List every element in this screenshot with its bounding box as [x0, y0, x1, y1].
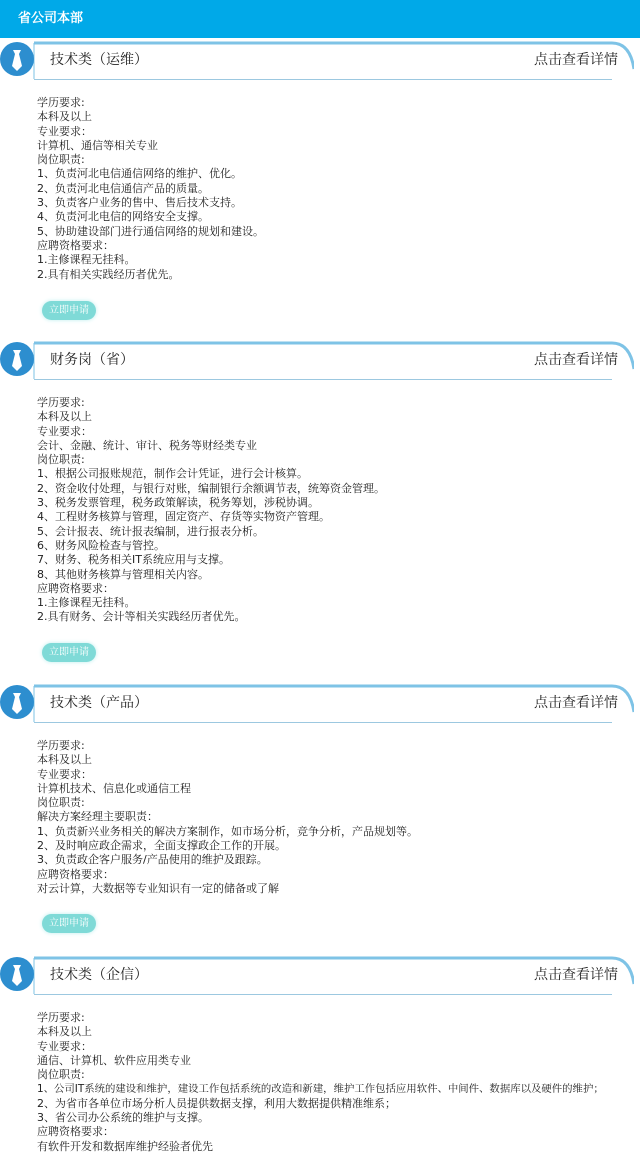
- content-line: 本科及以上: [37, 110, 92, 124]
- section-title: 技术类（企信）: [50, 967, 148, 983]
- section-content: [37, 739, 627, 896]
- content-line: 4、负责河北电信的网络安全支撑。: [37, 210, 209, 224]
- content-line: 学历要求:: [37, 739, 85, 752]
- section-divider: [34, 722, 612, 723]
- top-header-bar: [0, 0, 640, 38]
- content-line: 1.主修课程无挂科。: [37, 253, 136, 267]
- content-line: 应聘资格要求：: [37, 581, 114, 595]
- content-line: 专业要求：: [37, 767, 92, 781]
- content-line: 计算机技术、信息化或通信工程: [37, 781, 191, 795]
- content-line: 对云计算，大数据等专业知识有一定的储备或了解: [37, 881, 279, 895]
- content-line: 有软件开发和数据库维护经验者优先: [37, 1139, 213, 1153]
- content-line: 1、根据公司报账规范，制作会计凭证，进行会计核算。: [37, 467, 308, 481]
- content-line: 2、负责河北电信通信产品的质量。: [37, 181, 209, 195]
- tie-icon: [0, 342, 34, 376]
- content-line: 岗位职责:: [37, 796, 85, 810]
- content-line: 2.具有财务、会计等相关实践经历者优先。: [37, 610, 246, 624]
- apply-button[interactable]: 立即申请: [42, 643, 96, 662]
- tie-icon: [0, 957, 34, 991]
- content-line: 1、负责新兴业务相关的解决方案制作，如市场分析，竞争分析，产品规划等。: [37, 824, 418, 838]
- content-line: 学历要求:: [37, 1011, 85, 1024]
- content-line: 5、协助建设部门进行通信网络的规划和建设。: [37, 224, 264, 238]
- content-line: 8、其他财务核算与管理相关内容。: [37, 567, 209, 581]
- section-header: [0, 340, 640, 388]
- content-line: 岗位职责:: [37, 453, 85, 467]
- content-line: 会计、金融、统计、审计、税务等财经类专业: [37, 438, 257, 452]
- content-line: 2、为省市各单位市场分析人员提供数据支撑，利用大数据提供精准维系；: [37, 1096, 396, 1110]
- content-line: 专业要求：: [37, 1039, 92, 1053]
- content-line: 学历要求:: [37, 96, 85, 109]
- content-line: 1、公司IT系统的建设和维护，建设工作包括系统的改造和新建，维护工作包括应用软件、中间件、数据库以及硬件的维护；: [37, 1083, 604, 1096]
- apply-button[interactable]: 立即申请: [42, 301, 96, 320]
- view-details-link[interactable]: 点击查看详情: [534, 52, 618, 68]
- job-section-finance: [0, 340, 640, 658]
- content-line: 解决方案经理主要职责：: [37, 810, 158, 824]
- section-content: [37, 396, 627, 625]
- content-line: 通信、计算机、软件应用类专业: [37, 1053, 191, 1067]
- page-title: 省公司本部: [18, 11, 84, 26]
- content-line: 6、财务风险检查与管控。: [37, 538, 165, 552]
- section-divider: [34, 994, 612, 995]
- content-line: 岗位职责:: [37, 1068, 85, 1082]
- content-line: 2、资金收付处理，与银行对账，编制银行余额调节表，统筹资金管理。: [37, 481, 385, 495]
- job-section-product: [0, 683, 640, 929]
- content-line: 3、负责政企客户服务/产品使用的维护及跟踪。: [37, 853, 268, 867]
- content-line: 1、负责河北电信通信网络的维护、优化。: [37, 167, 242, 181]
- section-title: 技术类（产品）: [50, 695, 148, 711]
- section-content: [37, 96, 627, 282]
- job-section-enterprise-it: [0, 955, 640, 1153]
- content-line: 3、负责客户业务的售中、售后技术支持。: [37, 196, 242, 210]
- content-line: 应聘资格要求：: [37, 867, 114, 881]
- content-line: 5、会计报表、统计报表编制，进行报表分析。: [37, 524, 264, 538]
- content-line: 3、税务发票管理，税务政策解读，税务筹划，涉税协调。: [37, 496, 319, 510]
- section-title: 技术类（运维）: [50, 52, 148, 68]
- content-line: 应聘资格要求：: [37, 238, 114, 252]
- content-line: 本科及以上: [37, 753, 92, 767]
- content-line: 计算机、通信等相关专业: [37, 138, 158, 152]
- content-line: 3、省公司办公系统的维护与支撑。: [37, 1111, 209, 1125]
- section-divider: [34, 79, 612, 80]
- content-line: 1.主修课程无挂科。: [37, 596, 136, 610]
- section-title: 财务岗（省）: [50, 352, 134, 368]
- section-header: [0, 683, 640, 731]
- content-line: 2、及时响应政企需求，全面支撑政企工作的开展。: [37, 839, 286, 853]
- content-line: 4、工程财务核算与管理，固定资产、存货等实物资产管理。: [37, 510, 330, 524]
- job-section-ops: [0, 40, 640, 316]
- view-details-link[interactable]: 点击查看详情: [534, 967, 618, 983]
- section-content: [37, 1011, 627, 1154]
- section-header: [0, 40, 640, 88]
- apply-button[interactable]: 立即申请: [42, 914, 96, 933]
- section-divider: [34, 379, 612, 380]
- tie-icon: [0, 685, 34, 719]
- content-line: 专业要求：: [37, 424, 92, 438]
- content-line: 应聘资格要求：: [37, 1125, 114, 1139]
- content-line: 本科及以上: [37, 1025, 92, 1039]
- content-line: 2.具有相关实践经历者优先。: [37, 267, 180, 281]
- content-line: 本科及以上: [37, 410, 92, 424]
- view-details-link[interactable]: 点击查看详情: [534, 352, 618, 368]
- tie-icon: [0, 42, 34, 76]
- content-line: 岗位职责:: [37, 153, 85, 167]
- view-details-link[interactable]: 点击查看详情: [534, 695, 618, 711]
- content-line: 7、财务、税务相关IT系统应用与支撑。: [37, 553, 230, 567]
- content-line: 学历要求:: [37, 396, 85, 409]
- section-header: [0, 955, 640, 1003]
- content-line: 专业要求：: [37, 124, 92, 138]
